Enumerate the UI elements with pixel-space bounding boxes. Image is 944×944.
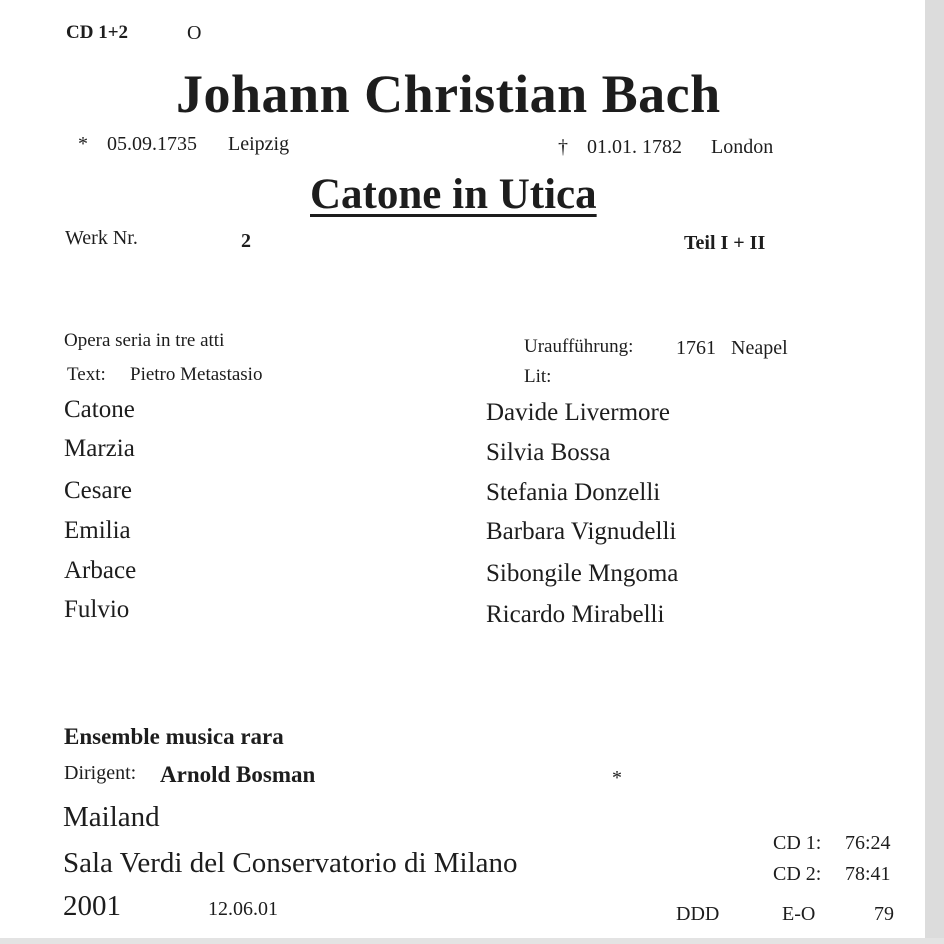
death-symbol: † <box>558 136 568 158</box>
lit-label: Lit: <box>524 366 552 387</box>
role-name: Fulvio <box>64 596 130 623</box>
disc-label: CD 1: <box>773 832 822 854</box>
recording-date: 12.06.01 <box>208 898 278 920</box>
disc-duration: 78:41 <box>845 863 891 885</box>
card-bottom-edge <box>0 938 944 944</box>
singer-name: Ricardo Mirabelli <box>486 601 665 628</box>
ensemble: Ensemble musica rara <box>64 724 284 749</box>
death-date: 01.01. 1782 <box>587 136 682 158</box>
birth-place: Leipzig <box>228 133 290 155</box>
werk-number: 2 <box>241 230 251 252</box>
disc-label: CD 2: <box>773 863 822 885</box>
premiere-year: 1761 <box>676 337 716 359</box>
venue: Sala Verdi del Conservatorio di Milano <box>63 847 518 879</box>
werk-label: Werk Nr. <box>65 227 138 249</box>
role-name: Marzia <box>64 435 135 462</box>
recording-type: DDD <box>676 903 720 925</box>
birth-date: 05.09.1735 <box>107 133 197 155</box>
card-edge-shadow <box>925 0 944 944</box>
work-title: Catone in Utica <box>310 171 597 218</box>
role-name: Cesare <box>64 477 133 504</box>
singer-name: Silvia Bossa <box>486 439 611 466</box>
role-name: Catone <box>64 396 135 423</box>
catalog-number: 79 <box>874 903 894 925</box>
role-name: Emilia <box>64 517 131 544</box>
catalog-code: E-O <box>782 903 816 925</box>
disc-duration: 76:24 <box>845 832 891 854</box>
conductor-label: Dirigent: <box>64 762 137 784</box>
cd-label: CD 1+2 <box>66 22 129 43</box>
genre: Opera seria in tre atti <box>64 330 225 351</box>
asterisk-mark: * <box>612 767 622 789</box>
singer-name: Barbara Vignudelli <box>486 518 677 545</box>
singer-name: Sibongile Mngoma <box>486 560 679 587</box>
singer-name: Davide Livermore <box>486 399 670 426</box>
text-label: Text: <box>67 364 106 385</box>
premiere-label: Uraufführung: <box>524 336 634 357</box>
text-author: Pietro Metastasio <box>130 364 263 385</box>
role-name: Arbace <box>64 557 137 584</box>
circle-mark: O <box>187 22 202 44</box>
composer-name: Johann Christian Bach <box>176 64 721 124</box>
singer-name: Stefania Donzelli <box>486 479 661 506</box>
recording-year: 2001 <box>63 890 121 922</box>
premiere-place: Neapel <box>731 337 788 359</box>
teil-label: Teil I + II <box>684 232 766 254</box>
birth-symbol: * <box>78 133 88 155</box>
conductor-name: Arnold Bosman <box>160 762 316 787</box>
death-place: London <box>711 136 774 158</box>
city: Mailand <box>63 801 160 833</box>
